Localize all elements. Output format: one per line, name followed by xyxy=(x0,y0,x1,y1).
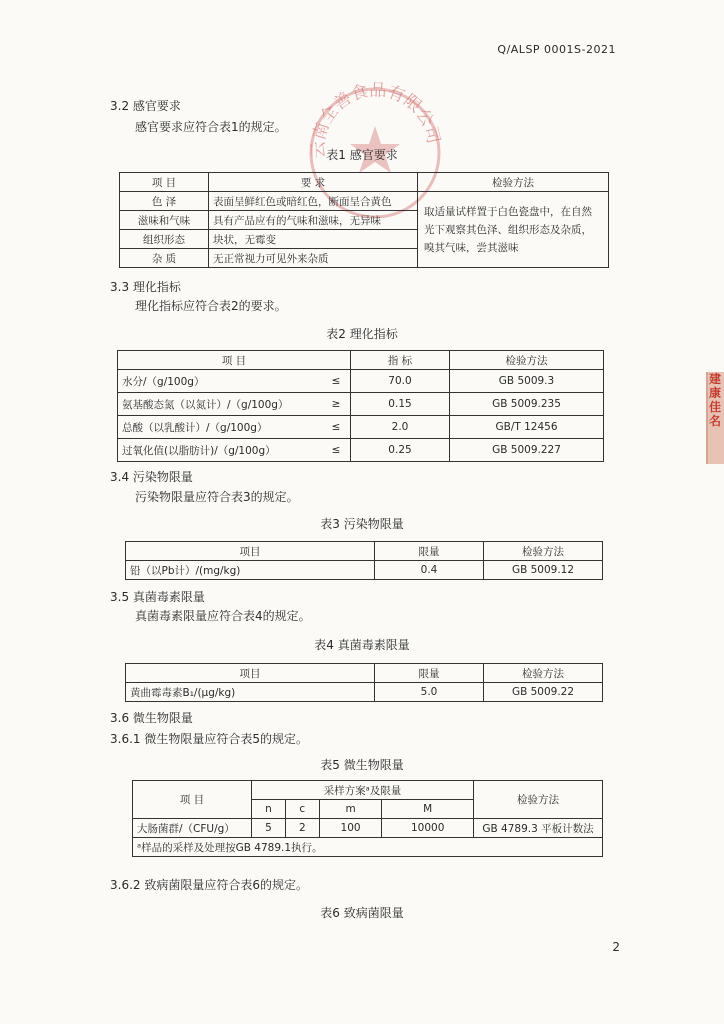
method-text: 取适量试样置于白色瓷盘中，在自然光下观察其色泽、组织形态及杂质，嗅其气味，尝其滋味 xyxy=(418,192,609,268)
heading-3-4: 3.4 污染物限量 xyxy=(110,470,193,484)
text-3-2: 感官要求应符合表1的规定。 xyxy=(135,120,287,134)
caption-table-3: 表3 污染物限量 xyxy=(320,517,404,531)
heading-3-2: 3.2 感官要求 xyxy=(110,99,181,113)
table-3-contaminants: 项目 限量 检验方法 铅（以Pb计）/(mg/kg) 0.4 GB 5009.12 xyxy=(125,541,603,580)
side-stamp-mark: 建 康 佳 名 xyxy=(706,372,724,464)
caption-table-1: 表1 感官要求 xyxy=(326,148,398,162)
table-5-microbial: 项 目 采样方案ᵃ及限量 检验方法 n c m M 大肠菌群/（CFU/g） 5 2 100 10000 GB 4789.3 平板计数法 ᵃ样品的采样及处理按GB 4789.1执行。 xyxy=(132,780,603,857)
seal-text: 云南全善食品有限公司 xyxy=(308,80,444,159)
page-number: 2 xyxy=(612,940,620,954)
table-1-sensory: 项 目 要 求 检验方法 色 泽 表面呈鲜红色或暗红色，断面呈合黄色 取适量试样置于白色瓷盘中，在自然光下观察其色泽、组织形态及杂质，嗅其气味，尝其滋味 滋味和气味 具有产品应有的气味和滋味，无异味 组织形态 块状，无霉变 杂 质 无正常视力可见外来杂质 xyxy=(119,172,609,268)
text-3-6-2: 3.6.2 致病菌限量应符合表6的规定。 xyxy=(110,878,308,892)
text-3-4: 污染物限量应符合表3的规定。 xyxy=(135,490,299,504)
text-3-6-1: 3.6.1 微生物限量应符合表5的规定。 xyxy=(110,732,308,746)
heading-3-5: 3.5 真菌毒素限量 xyxy=(110,590,205,604)
table-5-footnote: ᵃ样品的采样及处理按GB 4789.1执行。 xyxy=(133,838,603,857)
table-2-physchem: 项 目 指 标 检验方法 水分/（g/100g） ≤ 70.0 GB 5009.3 氨基酸态氮（以氮计）/（g/100g） ≥ 0.15 GB 5009.235 总酸（以乳酸计）/（g/100g） ≤ 2.0 GB/T 12456 过氧化值(以脂肪计)/（g/100g） ≤ 0.25 GB 5009.227 xyxy=(117,350,604,462)
caption-table-6: 表6 致病菌限量 xyxy=(320,906,404,920)
document-number: Q/ALSP 0001S-2021 xyxy=(497,43,616,56)
heading-3-3: 3.3 理化指标 xyxy=(110,280,181,294)
caption-table-2: 表2 理化指标 xyxy=(326,327,398,341)
heading-3-6: 3.6 微生物限量 xyxy=(110,711,193,725)
table-4-mycotoxins: 项目 限量 检验方法 黄曲霉毒素B₁/(μg/kg) 5.0 GB 5009.22 xyxy=(125,663,603,702)
caption-table-4: 表4 真菌毒素限量 xyxy=(314,638,410,652)
text-3-3: 理化指标应符合表2的要求。 xyxy=(135,299,287,313)
text-3-5: 真菌毒素限量应符合表4的规定。 xyxy=(135,609,311,623)
caption-table-5: 表5 微生物限量 xyxy=(320,758,404,772)
